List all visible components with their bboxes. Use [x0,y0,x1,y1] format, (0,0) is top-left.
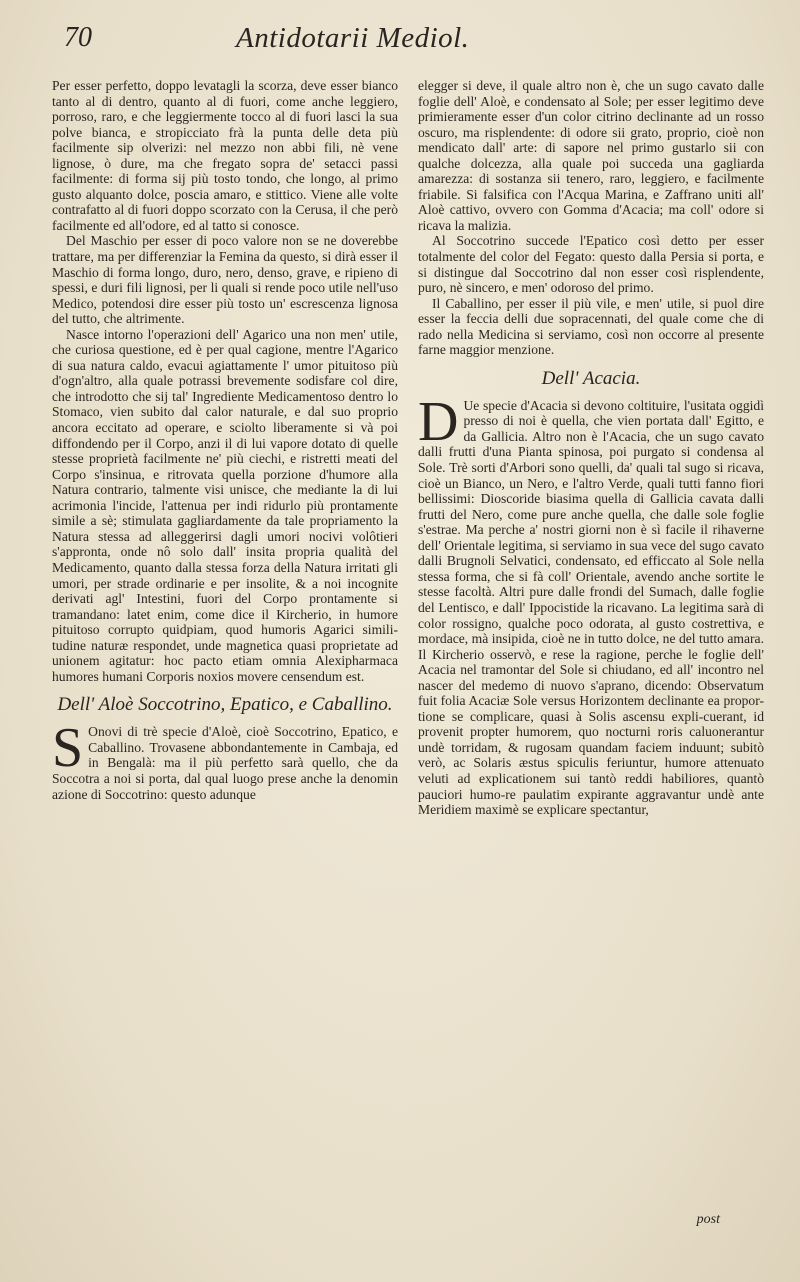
paragraph: Il Caballino, per esser il più vile, e men' utile, si puol dire esser la feccia delli due sopracennati, del quale come che di rado nella Medicina si serviamo, così non occorre al presente farne maggior menzione. [418,295,764,358]
drop-cap: D [418,390,459,453]
catchword: post [696,1212,720,1227]
paragraph: Nasce intorno l'operazioni dell' Agarico una non men' utile, che curiosa questione, ed è per qual cagione, mentre l'Agarico di sua natura caldo, evacui agiattamente l' umor pituitoso più d'ogn'altro, alla quale potrassi brevemente sodisfare col dire, che introdotto che sij tal' Ingrediente Medicamentoso dentro lo Stomaco, vien subito dal calor naturale, e dal suo proprio ancora eccitato ad operare, e sciolto liberamente si và poi diffondendo per il Corpo, anzi il di lui vapore dotato di quelle stesse proprietà facilmente ne' più ciechi, e ristretti meati del Corpo s'insinua, e ritrovata quella porzione d'humore alla Natura contrario, talmente visi unisce, che mediante la di lui acrimonia l'incide, l'attenua per indi ridurlo più prontamente simile a sè; stimulata gagliardamente da tale propriamento la Natura stessa ad alleggerirsi dagli umori nocivi volôtieri s'appronta, onde nô solo dall' insita propria qualità del Medicamento, quanto dalla stessa forza della Natura irritati gli umori, per strade ordinarie e per insolite, & a noi incognite derivati agl' Intestini, fuori del Corpo prontamente si tramandano: latet enim, come dice il Kircherio, in humore pituitoso corrupto quidpiam, quod humoris Agarici simili-tudine naturæ respondet, unde magnetica quasi proprietate ad unionem agitatur: hoc pacto etiam omnia Alexipharmaca humores humani Corporis noxios movere censendum est. [52,326,398,684]
section-heading: Dell' Aloè Soccotrino, Epatico, e Caballino. [57,694,393,716]
paragraph: Del Maschio per esser di poco valore non se ne doverebbe trattare, ma per differenziar la Femina da questo, si dirà esser il Maschio di forma longo, duro, nero, denso, grave, e ripieno di spessi, e duri fili lignosi, per li quali si rende poco utile nell'uso Medico, potendosi dire esser più tosto un' escrescenza lignosa del tutto, che altrimente. [52,233,398,327]
running-title: Antidotarii Mediol. [236,22,470,54]
drop-cap: S [52,717,84,780]
page-number: 70 [64,22,92,53]
page-header [56,22,760,60]
paragraph-text: Onovi di trè specie d'Aloè, cioè Soccotrino, Epatico, e Caballino. Trovasene abbondantemente in Cambaja, ed in Bengalà: ma il più perfetto sarà quello, che da Soccotra a noi si porta, dal qual luogo prese anche la denomin azione di Soccotrino: questo adunque [52,724,398,802]
section-heading: Dell' Acacia. [541,367,641,389]
paragraph-text: Ue specie d'Acacia si devono coltituire, l'usitata oggidì presso di noi è quella, che vien portata dall' Egitto, e da Gallicia. Altro non è l'Acacia, che un sugo cavato dalli frutti d'una Pianta spinosa, poi purgato si condensa al Sole. Trè sorti d'Arbori sono quelli, da' quali tal sugo si ricava, cioè un Bianco, un Nero, e l'altro Verde, quali tutti fanno fiori bellissimi: Dioscoride biasima quella di Gallicia cavata dalli frutti del Nero, come pure anche quella, che dalle sole foglie s'estrae. Ma perche a' nostri giorni non è sì facile il rihaverne dell' Orientale legitima, si serviamo in sua vece del sugo cavato dalli Brugnoli Selvatici, condensato, ed efficcato al Sole nella stessa forma, che si fà coll' Orientale, avendo anche sortite le stesse facoltà. Altri pure dalle frondi del Sumach, dalle foglie del Lentisco, e dall' Ippocistide la ricavano. La legitima sarà di color rossigno, qualche poco odorata, al gusto costrettiva, e mordace, mà insipida, cioè ne in tutto dolce, ne del tutto amara. Il Kircherio osservò, e rese la ragione, perche le foglie dell' Acacia nel tramontar del Sole si chiudano, ed all' incontro nel nascer del medemo di nuovo s'aprano, dicendo: Observatum fuit folia Acaciæ Sole versus Horizontem declinante ea propor-tione se complicare, quasi à Solis ascensu expli-cuerant, id provenit propter humorem, quo nocturni roris caluonerantur undè torridam, & rugosam quandam faciem induunt; subitò verò, ac Solaris æstus spiculis feriuntur, humore attenuato veluti ad explicationem sui tantò reddi habiliores, quantò pauciori humo-re paulatim expirante aggravantur undè ante Meridiem maximè se explicare spectantur, [418,397,764,818]
left-column [52,78,398,802]
paragraph [52,717,398,802]
paragraph: Per esser perfetto, doppo levatagli la scorza, deve esser bianco tanto al di dentro, quanto al di fuori, come anche leggiero, porroso, raro, e che leggiermente tocco al di fuori lasci la sua polve bianca, e stropicciato frà la punta delle deta più facilmente sip olverizi: nel mezzo non abbi fili, nè vene lignose, ò dure, ma che fregato sopra de' setacci passi facilmente: di forma sij più tosto tondo, che longo, al primo gusto alquanto dolce, poscia amaro, e stittico. Viene alle volte contrafatto al di fuori doppo scorzato con la Cerusa, il che però facilmente ed all'odore, ed al tatto si conosce. [52,78,398,233]
right-column [418,78,764,818]
paragraph: Al Soccotrino succede l'Epatico così detto per esser totalmente del color del Fegato: questo dalla Persia si porta, e si distingue dal Soccotrino dal non esser così risplendente, puro, nè sincero, e men' odoroso del primo. [418,233,764,296]
paragraph [418,390,764,818]
paragraph: elegger si deve, il quale altro non è, che un sugo cavato dalle foglie dell' Aloè, e condensato al Sole; per esser legitimo deve primieramente esser d'un color citrino declinante ad un rosso oscuro, ma risplendente: di odore sii grato, proprio, cioè non mendicato dall' arte: di sapore nel primo gustarlo sii con qualche dolcezza, alla quale poi succeda una gagliarda amarezza: di sostanza sii tenero, raro, leggiero, e facilmente friabile. Si falsifica con l'Acqua Marina, e Zaffrano uniti all' Aloè cattivo, ovvero con Gomma d'Acacia; ma coll' odore si ricava la malizia. [418,78,764,233]
